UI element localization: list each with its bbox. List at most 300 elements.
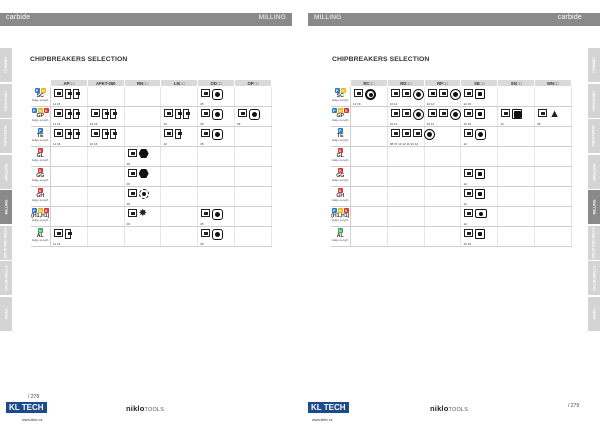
insert-group bbox=[128, 149, 149, 158]
chipbreaker-code: GL bbox=[336, 153, 344, 159]
table-cell bbox=[424, 147, 461, 167]
insert-group bbox=[464, 189, 485, 199]
table-cell bbox=[235, 207, 272, 227]
insert-group bbox=[464, 229, 485, 239]
table-cell bbox=[161, 147, 198, 167]
material-badge-m: M bbox=[41, 88, 45, 93]
ring-insert-icon-core bbox=[453, 112, 458, 117]
square-insert-icon-core bbox=[478, 192, 482, 196]
toolholder-icon bbox=[428, 109, 437, 117]
edge-length-values: 06 bbox=[126, 221, 130, 226]
left-page-title: CHIPBREAKERS SELECTION bbox=[30, 56, 128, 63]
trigon-insert-icon: ▲ bbox=[549, 108, 561, 120]
right-page bbox=[300, 0, 600, 424]
toolholder-icon bbox=[54, 229, 63, 237]
edge-length-values: 10 bbox=[163, 141, 167, 146]
chipbreaker-code: AL bbox=[36, 233, 44, 239]
material-badge-m: M bbox=[338, 208, 342, 213]
insert-group bbox=[354, 89, 376, 100]
octagon-insert-icon bbox=[212, 109, 223, 120]
material-badge-p: P bbox=[333, 108, 336, 113]
right-chipbreaker-table bbox=[330, 79, 572, 247]
side-tab-threading[interactable] bbox=[0, 119, 12, 153]
edge-length-values: 10 12 bbox=[426, 101, 435, 106]
table-cell bbox=[424, 187, 461, 207]
edge-length-label: Edge-Length bbox=[32, 218, 49, 222]
row-header bbox=[31, 207, 51, 227]
material-badge-k: K bbox=[338, 148, 342, 153]
edge-length-label: Edge-Length bbox=[32, 238, 49, 242]
toolholder-icon bbox=[354, 89, 363, 97]
row-header bbox=[31, 107, 51, 127]
table-cell bbox=[198, 227, 235, 247]
material-badge-p: P bbox=[39, 128, 42, 133]
side-tab-label: GROOVING bbox=[592, 90, 596, 111]
blank-header bbox=[331, 80, 351, 87]
edge-length-values: 11 16 bbox=[53, 101, 61, 106]
insert-icon bbox=[102, 129, 108, 139]
table-cell bbox=[461, 227, 498, 247]
material-badge-p: P bbox=[33, 208, 36, 213]
round-insert-icon-core bbox=[142, 192, 146, 196]
chipbreaker-code: GH bbox=[36, 193, 45, 199]
table-cell bbox=[498, 167, 535, 187]
table-cell bbox=[461, 107, 498, 127]
table-cell bbox=[198, 87, 235, 107]
material-badge-p: P bbox=[33, 108, 36, 113]
insert-icon bbox=[110, 109, 116, 119]
chipbreaker-code: TE bbox=[36, 133, 44, 139]
octagon-insert-icon bbox=[212, 209, 223, 220]
table-cell bbox=[387, 87, 424, 107]
table-cell bbox=[351, 167, 388, 187]
toolholder-icon bbox=[464, 89, 473, 97]
octagon-insert-icon-core bbox=[215, 112, 220, 117]
column-header: RP□□ bbox=[424, 80, 461, 87]
table-cell bbox=[124, 187, 161, 207]
side-tab-solid-drills[interactable] bbox=[0, 261, 12, 295]
table-cell bbox=[461, 127, 498, 147]
toolholder-icon bbox=[464, 209, 473, 217]
edge-length-label: Edge-Length bbox=[332, 218, 349, 222]
ring-insert-icon-core bbox=[416, 92, 421, 97]
table-cell bbox=[87, 207, 124, 227]
table-row bbox=[331, 187, 572, 207]
edge-length-values: 10 16 bbox=[89, 121, 98, 126]
chipbreaker-code: GP bbox=[336, 113, 344, 119]
left-brand-light: TOOLS bbox=[144, 407, 165, 413]
insert-icon bbox=[183, 109, 189, 119]
table-cell bbox=[424, 227, 461, 247]
side-tab-label: DRILLING bbox=[592, 163, 596, 180]
left-footer-url: www.kltec.cz bbox=[22, 418, 43, 422]
row-header bbox=[31, 167, 51, 187]
table-cell bbox=[535, 227, 572, 247]
edge-length-label: Edge-Length bbox=[332, 118, 349, 122]
table-cell bbox=[424, 107, 461, 127]
table-cell bbox=[498, 147, 535, 167]
insert-group bbox=[54, 89, 79, 99]
right-header-section: MILLING bbox=[314, 14, 342, 21]
chipbreaker-code: (H1,H1) bbox=[331, 213, 350, 219]
insert-icon bbox=[175, 129, 181, 139]
side-tab-grooving[interactable] bbox=[588, 84, 600, 118]
table-cell bbox=[351, 107, 388, 127]
edge-length-values: 05 bbox=[200, 101, 204, 106]
insert-icon bbox=[110, 129, 116, 139]
edge-length-values: 12 bbox=[463, 201, 467, 206]
toolholder-icon bbox=[538, 109, 547, 117]
octagon-insert-icon-core bbox=[215, 232, 220, 237]
table-cell bbox=[235, 127, 272, 147]
insert-group bbox=[201, 229, 223, 240]
table-cell bbox=[235, 187, 272, 207]
row-header bbox=[331, 107, 351, 127]
table-cell bbox=[51, 107, 88, 127]
insert-group bbox=[238, 109, 260, 120]
table-cell bbox=[124, 227, 161, 247]
toolholder-icon bbox=[464, 109, 473, 117]
right-header-bar bbox=[308, 13, 600, 26]
edge-length-label: Edge-Length bbox=[332, 238, 349, 242]
right-header-material: carbide bbox=[557, 14, 582, 21]
table-cell bbox=[161, 87, 198, 107]
insert-icon bbox=[65, 109, 71, 119]
table-row bbox=[331, 227, 572, 247]
table-row bbox=[331, 207, 572, 227]
round-insert-icon-core bbox=[369, 93, 373, 97]
table-cell bbox=[198, 207, 235, 227]
side-tab-label: INDEX bbox=[3, 308, 8, 319]
toolholder-icon bbox=[128, 209, 137, 217]
table-cell bbox=[498, 207, 535, 227]
table-row bbox=[331, 127, 572, 147]
material-badge-k: K bbox=[344, 208, 348, 213]
toolholder-icon bbox=[413, 129, 422, 137]
toolholder-icon bbox=[91, 129, 100, 137]
edge-length-values: 11 16 bbox=[53, 141, 61, 146]
edge-length-values: 05 bbox=[200, 141, 204, 146]
row-header bbox=[31, 227, 51, 247]
table-cell bbox=[351, 87, 388, 107]
left-brand-logo bbox=[126, 404, 164, 413]
hex-insert-icon bbox=[139, 149, 149, 158]
edge-length-values: 06 bbox=[126, 181, 130, 186]
edge-length-values: 12 15 bbox=[463, 101, 471, 106]
table-cell bbox=[351, 127, 388, 147]
insert-group bbox=[464, 109, 485, 119]
table-cell bbox=[235, 107, 272, 127]
octagon-insert-icon-core bbox=[215, 92, 220, 97]
table-cell bbox=[461, 187, 498, 207]
table-cell bbox=[198, 147, 235, 167]
table-cell bbox=[124, 87, 161, 107]
right-brand-light: TOOLS bbox=[448, 407, 469, 413]
material-badge-n: N bbox=[338, 228, 342, 233]
table-cell bbox=[235, 147, 272, 167]
square-insert-icon bbox=[475, 169, 485, 179]
table-cell bbox=[235, 167, 272, 187]
side-tab-drilling[interactable] bbox=[588, 155, 600, 189]
left-brand-bold: niklo bbox=[126, 404, 145, 413]
edge-length-label: Edge-Length bbox=[32, 98, 49, 102]
table-cell bbox=[461, 87, 498, 107]
insert-icon bbox=[73, 89, 79, 99]
table-row bbox=[31, 107, 272, 127]
toolholder-icon bbox=[54, 89, 63, 97]
toolholder-icon bbox=[501, 109, 510, 117]
material-badge-k: K bbox=[38, 188, 42, 193]
side-tab-turning[interactable] bbox=[0, 48, 12, 82]
table-cell bbox=[498, 87, 535, 107]
octagon-insert-icon bbox=[212, 229, 223, 240]
material-badge-k: K bbox=[344, 108, 348, 113]
material-badge-k: K bbox=[44, 108, 48, 113]
edge-length-label: Edge-Length bbox=[332, 178, 349, 182]
hex-insert-icon bbox=[139, 169, 149, 178]
table-cell bbox=[161, 107, 198, 127]
square-insert-icon bbox=[475, 89, 485, 99]
table-cell bbox=[387, 167, 424, 187]
side-tab-label: SOLID END MILLS bbox=[592, 226, 597, 259]
side-tab-milling[interactable] bbox=[0, 190, 12, 224]
table-cell bbox=[535, 187, 572, 207]
chipbreaker-code: SC bbox=[36, 93, 44, 99]
material-badge-p: P bbox=[36, 88, 39, 93]
table-cell bbox=[535, 167, 572, 187]
table-cell bbox=[161, 127, 198, 147]
column-header-row bbox=[31, 80, 272, 87]
side-tab-turning[interactable] bbox=[588, 48, 600, 82]
table-cell bbox=[51, 127, 88, 147]
row-header bbox=[31, 127, 51, 147]
table-cell bbox=[51, 207, 88, 227]
ring-insert-icon bbox=[413, 89, 424, 100]
round-insert-icon bbox=[365, 89, 376, 100]
table-cell bbox=[424, 167, 461, 187]
side-tab-solid-drills[interactable] bbox=[588, 261, 600, 295]
chipbreaker-code: AL bbox=[336, 233, 344, 239]
edge-length-values: 05 bbox=[200, 121, 204, 126]
edge-length-values: 12 bbox=[500, 121, 504, 126]
table-cell bbox=[124, 167, 161, 187]
table-cell bbox=[124, 147, 161, 167]
side-tab-label: SOLID END MILLS bbox=[4, 226, 9, 259]
side-tab-index[interactable] bbox=[0, 297, 12, 331]
edge-length-label: Edge-Length bbox=[32, 198, 49, 202]
edge-length-values: 12 15 bbox=[463, 121, 471, 126]
edge-length-values: 06 bbox=[126, 161, 130, 166]
chipbreaker-code: GG bbox=[36, 173, 45, 179]
right-footer-url: www.kltec.cz bbox=[312, 418, 333, 422]
side-tab-index[interactable] bbox=[588, 297, 600, 331]
table-cell bbox=[235, 87, 272, 107]
column-header: WN□□ bbox=[535, 80, 572, 87]
column-header: LN□□ bbox=[161, 80, 198, 87]
table-row bbox=[331, 107, 572, 127]
table-cell bbox=[535, 127, 572, 147]
table-row bbox=[31, 227, 272, 247]
table-cell bbox=[51, 87, 88, 107]
table-cell bbox=[461, 147, 498, 167]
insert-group bbox=[91, 109, 116, 119]
table-cell bbox=[198, 107, 235, 127]
table-cell bbox=[51, 227, 88, 247]
right-side-tabs bbox=[588, 48, 600, 332]
side-tab-grooving[interactable] bbox=[0, 84, 12, 118]
insert-group bbox=[464, 209, 487, 218]
toolholder-icon bbox=[238, 109, 247, 117]
toolholder-icon bbox=[201, 89, 210, 97]
toolholder-icon bbox=[402, 89, 411, 97]
toolholder-icon bbox=[439, 89, 448, 97]
material-badge-k: K bbox=[38, 148, 42, 153]
table-cell bbox=[424, 127, 461, 147]
square-insert-icon-core bbox=[478, 232, 482, 236]
ring-insert-icon-core bbox=[416, 112, 421, 117]
material-badge-k: K bbox=[38, 168, 42, 173]
edge-length-values: 11 16 bbox=[53, 241, 61, 246]
insert-group bbox=[128, 189, 149, 199]
table-cell bbox=[161, 227, 198, 247]
chipbreaker-code: GH bbox=[336, 193, 345, 199]
side-tab-label: THREADING bbox=[4, 125, 8, 147]
material-badge-p: P bbox=[339, 128, 342, 133]
table-cell bbox=[387, 107, 424, 127]
toolholder-icon bbox=[391, 129, 400, 137]
edge-length-label: Edge-Length bbox=[332, 138, 349, 142]
table-cell bbox=[424, 87, 461, 107]
insert-group bbox=[428, 89, 461, 100]
column-header: RC□□ bbox=[351, 80, 388, 87]
table-cell bbox=[87, 167, 124, 187]
square-insert-icon-core bbox=[514, 111, 521, 118]
square-insert-icon bbox=[475, 189, 485, 199]
insert-group bbox=[54, 109, 79, 119]
ring-insert-icon-core bbox=[453, 92, 458, 97]
edge-length-label: Edge-Length bbox=[32, 158, 49, 162]
edge-length-label: Edge-Length bbox=[32, 138, 49, 142]
side-tab-label: GROOVING bbox=[4, 90, 8, 111]
square-insert-icon bbox=[475, 229, 485, 239]
chipbreaker-code: GP bbox=[36, 113, 44, 119]
side-tab-solid-end-mills[interactable] bbox=[0, 226, 12, 260]
column-header: RD□□ bbox=[387, 80, 424, 87]
hexagon-insert-icon bbox=[475, 209, 487, 218]
octagon-insert-icon bbox=[475, 129, 486, 140]
hex-insert-icon-core bbox=[139, 170, 148, 178]
table-cell bbox=[461, 207, 498, 227]
chipbreaker-code: GL bbox=[36, 153, 44, 159]
side-tab-label: INDEX bbox=[591, 308, 596, 319]
toolholder-icon bbox=[464, 189, 473, 197]
edge-length-values: 10 12 bbox=[426, 121, 435, 126]
side-tab-milling[interactable] bbox=[588, 190, 600, 224]
insert-group bbox=[391, 109, 424, 120]
square-insert-icon-core bbox=[478, 172, 482, 176]
chipbreaker-code: SC bbox=[336, 93, 344, 99]
side-tab-threading[interactable] bbox=[588, 119, 600, 153]
table-cell bbox=[235, 227, 272, 247]
table-cell bbox=[87, 87, 124, 107]
side-tab-label: SOLID DRILLS bbox=[4, 265, 8, 291]
table-row bbox=[31, 167, 272, 187]
row-header bbox=[331, 167, 351, 187]
insert-icon bbox=[73, 129, 79, 139]
side-tab-label: THREADING bbox=[592, 125, 596, 147]
right-brand-bold: niklo bbox=[430, 404, 449, 413]
toolholder-icon bbox=[128, 189, 137, 197]
insert-icon bbox=[65, 129, 71, 139]
material-badge-m: M bbox=[38, 208, 42, 213]
column-header: RN□□ bbox=[124, 80, 161, 87]
table-cell bbox=[124, 127, 161, 147]
octagon-insert-icon bbox=[212, 129, 223, 140]
left-page-number: / 278 bbox=[28, 394, 40, 400]
column-header: OD□□ bbox=[198, 80, 235, 87]
table-row bbox=[31, 187, 272, 207]
square-insert-icon-core bbox=[478, 112, 482, 116]
edge-length-values: 10 12 bbox=[389, 101, 398, 106]
left-header-bar bbox=[0, 13, 292, 26]
ring-insert-icon bbox=[450, 109, 461, 120]
table-cell bbox=[535, 107, 572, 127]
row-header bbox=[31, 87, 51, 107]
edge-length-values: 08 bbox=[537, 121, 541, 126]
edge-length-values: 11 16 bbox=[53, 121, 61, 126]
table-cell bbox=[498, 127, 535, 147]
table-cell bbox=[461, 167, 498, 187]
side-tab-label: SOLID DRILLS bbox=[592, 265, 596, 291]
table-row bbox=[31, 207, 272, 227]
edge-length-label: Edge-Length bbox=[332, 198, 349, 202]
octagon-insert-icon-core bbox=[478, 132, 483, 137]
edge-length-values: 08 07 10 12 16 10 12 bbox=[389, 141, 419, 146]
toolholder-icon bbox=[464, 169, 473, 177]
insert-group bbox=[201, 109, 223, 120]
insert-group bbox=[128, 209, 147, 219]
table-cell bbox=[87, 107, 124, 127]
hex-insert-icon-core bbox=[139, 150, 148, 158]
right-page-number: / 279 bbox=[568, 403, 580, 409]
edge-length-values: 05 bbox=[237, 121, 241, 126]
edge-length-values: 12 16 bbox=[353, 101, 361, 106]
toolholder-icon bbox=[402, 129, 411, 137]
column-header: SE□□ bbox=[461, 80, 498, 87]
table-cell bbox=[387, 207, 424, 227]
square-insert-icon-core bbox=[478, 92, 482, 96]
table-cell bbox=[51, 187, 88, 207]
insert-group bbox=[464, 129, 486, 140]
insert-group bbox=[201, 209, 223, 220]
insert-icon bbox=[175, 109, 181, 119]
toolholder-icon bbox=[91, 109, 100, 117]
edge-length-label: Edge-Length bbox=[32, 178, 49, 182]
insert-group bbox=[428, 109, 461, 120]
toolholder-icon bbox=[128, 149, 137, 157]
table-cell bbox=[387, 227, 424, 247]
edge-length-values: 12 bbox=[463, 181, 467, 186]
side-tab-label: MILLING bbox=[592, 199, 596, 215]
edge-length-values: 12 15 bbox=[463, 241, 471, 246]
row-header bbox=[331, 227, 351, 247]
insert-group bbox=[464, 89, 485, 99]
table-cell bbox=[424, 207, 461, 227]
side-tab-drilling[interactable] bbox=[0, 155, 12, 189]
table-cell bbox=[87, 187, 124, 207]
side-tab-solid-end-mills[interactable] bbox=[588, 226, 600, 260]
table-row bbox=[31, 87, 272, 107]
